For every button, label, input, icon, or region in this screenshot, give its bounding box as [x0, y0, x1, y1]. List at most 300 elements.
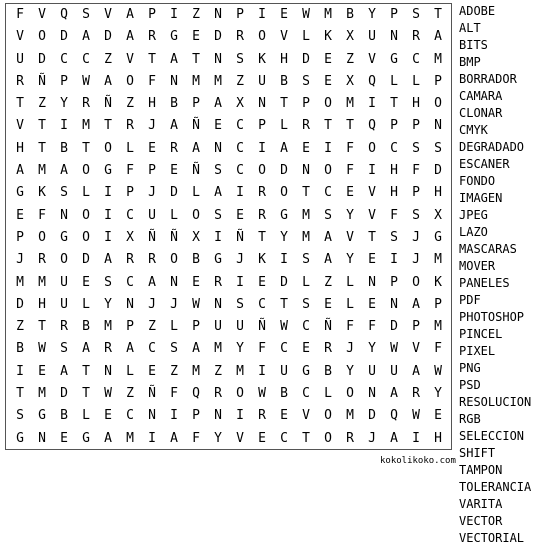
grid-cell[interactable]: O	[60, 252, 68, 268]
grid-cell[interactable]: C	[302, 319, 310, 335]
grid-cell[interactable]: S	[412, 207, 420, 223]
grid-cell[interactable]: D	[368, 408, 376, 424]
grid-cell[interactable]: V	[38, 7, 46, 22]
grid-cell[interactable]: M	[324, 7, 332, 22]
grid-cell[interactable]: U	[368, 29, 376, 45]
grid-cell[interactable]: F	[346, 140, 354, 156]
grid-cell[interactable]: J	[148, 185, 156, 201]
grid-cell[interactable]: U	[16, 51, 24, 67]
grid-cell[interactable]: M	[126, 430, 134, 446]
grid-cell[interactable]: T	[324, 118, 332, 134]
grid-cell[interactable]: I	[324, 140, 332, 156]
grid-cell[interactable]: O	[38, 229, 46, 245]
grid-cell[interactable]: O	[38, 29, 46, 45]
grid-cell[interactable]: G	[280, 207, 288, 223]
grid-cell[interactable]: O	[126, 73, 134, 89]
grid-cell[interactable]: I	[258, 140, 266, 156]
grid-cell[interactable]: N	[258, 96, 266, 112]
grid-cell[interactable]: U	[60, 274, 68, 290]
grid-cell[interactable]: O	[324, 408, 332, 424]
grid-cell[interactable]: L	[126, 363, 134, 379]
grid-cell[interactable]: G	[16, 185, 24, 201]
grid-cell[interactable]: O	[236, 386, 244, 402]
grid-cell[interactable]: C	[126, 207, 134, 223]
grid-cell[interactable]: G	[82, 430, 90, 446]
grid-cell[interactable]: I	[412, 430, 420, 446]
grid-cell[interactable]: S	[324, 207, 332, 223]
grid-cell[interactable]: R	[60, 319, 68, 335]
grid-cell[interactable]: K	[258, 51, 266, 67]
grid-cell[interactable]: H	[412, 96, 420, 112]
grid-cell[interactable]: E	[434, 408, 442, 424]
grid-cell[interactable]: T	[280, 296, 288, 312]
grid-cell[interactable]: S	[302, 296, 310, 312]
grid-cell[interactable]: T	[302, 185, 310, 201]
grid-cell[interactable]: R	[148, 29, 156, 45]
grid-cell[interactable]: X	[192, 229, 200, 245]
grid-cell[interactable]: V	[368, 185, 376, 201]
grid-cell[interactable]: E	[148, 140, 156, 156]
grid-cell[interactable]: A	[170, 430, 178, 446]
grid-cell[interactable]: H	[16, 140, 24, 156]
grid-cell[interactable]: F	[170, 386, 178, 402]
grid-cell[interactable]: D	[302, 51, 310, 67]
grid-cell[interactable]: A	[170, 118, 178, 134]
grid-cell[interactable]: D	[214, 29, 222, 45]
grid-cell[interactable]: D	[16, 296, 24, 312]
grid-cell[interactable]: Y	[434, 386, 442, 402]
grid-cell[interactable]: M	[302, 229, 310, 245]
grid-cell[interactable]: C	[236, 140, 244, 156]
grid-cell[interactable]: Ñ	[104, 96, 112, 112]
grid-cell[interactable]: Y	[214, 430, 222, 446]
grid-cell[interactable]: D	[280, 163, 288, 179]
grid-cell[interactable]: F	[434, 341, 442, 357]
grid-cell[interactable]: F	[346, 163, 354, 179]
grid-cell[interactable]: R	[16, 73, 24, 89]
grid-cell[interactable]: D	[170, 185, 178, 201]
grid-cell[interactable]: Y	[346, 207, 354, 223]
grid-cell[interactable]: Ñ	[236, 229, 244, 245]
grid-cell[interactable]: M	[434, 252, 442, 268]
grid-cell[interactable]: C	[390, 140, 398, 156]
grid-cell[interactable]: R	[258, 207, 266, 223]
grid-cell[interactable]: R	[82, 96, 90, 112]
grid-cell[interactable]: I	[258, 7, 266, 22]
grid-cell[interactable]: A	[104, 252, 112, 268]
grid-cell[interactable]: T	[280, 96, 288, 112]
grid-cell[interactable]: A	[280, 140, 288, 156]
grid-cell[interactable]: E	[170, 163, 178, 179]
grid-cell[interactable]: L	[82, 185, 90, 201]
grid-cell[interactable]: P	[148, 7, 156, 22]
grid-cell[interactable]: K	[258, 252, 266, 268]
grid-cell[interactable]: D	[60, 386, 68, 402]
grid-cell[interactable]: J	[16, 252, 24, 268]
grid-cell[interactable]: R	[324, 341, 332, 357]
grid-cell[interactable]: O	[324, 163, 332, 179]
grid-cell[interactable]: B	[82, 319, 90, 335]
grid-cell[interactable]: V	[104, 7, 112, 22]
grid-cell[interactable]: S	[236, 51, 244, 67]
grid-cell[interactable]: J	[170, 296, 178, 312]
grid-cell[interactable]: X	[346, 73, 354, 89]
grid-cell[interactable]: I	[104, 185, 112, 201]
grid-cell[interactable]: P	[412, 319, 420, 335]
grid-cell[interactable]: S	[16, 408, 24, 424]
grid-cell[interactable]: M	[346, 408, 354, 424]
grid-cell[interactable]: Q	[368, 118, 376, 134]
grid-cell[interactable]: I	[236, 408, 244, 424]
grid-cell[interactable]: Ñ	[258, 319, 266, 335]
grid-cell[interactable]: V	[302, 408, 310, 424]
grid-cell[interactable]: R	[236, 29, 244, 45]
grid-cell[interactable]: Y	[368, 7, 376, 22]
grid-cell[interactable]: O	[170, 252, 178, 268]
grid-cell[interactable]: R	[412, 29, 420, 45]
grid-cell[interactable]: A	[390, 386, 398, 402]
grid-cell[interactable]: F	[38, 207, 46, 223]
grid-cell[interactable]: P	[412, 118, 420, 134]
grid-cell[interactable]: T	[38, 319, 46, 335]
grid-cell[interactable]: O	[258, 29, 266, 45]
grid-cell[interactable]: N	[214, 140, 222, 156]
grid-cell[interactable]: D	[82, 252, 90, 268]
grid-cell[interactable]: M	[38, 274, 46, 290]
grid-cell[interactable]: E	[258, 274, 266, 290]
grid-cell[interactable]: A	[60, 363, 68, 379]
grid-cell[interactable]: T	[38, 140, 46, 156]
grid-cell[interactable]: N	[104, 363, 112, 379]
grid-cell[interactable]: R	[104, 341, 112, 357]
grid-cell[interactable]: A	[82, 341, 90, 357]
grid-cell[interactable]: E	[302, 341, 310, 357]
grid-cell[interactable]: N	[368, 274, 376, 290]
grid-cell[interactable]: R	[126, 252, 134, 268]
grid-cell[interactable]: L	[126, 140, 134, 156]
grid-cell[interactable]: U	[258, 73, 266, 89]
grid-cell[interactable]: Ñ	[324, 319, 332, 335]
grid-cell[interactable]: N	[214, 7, 222, 22]
grid-cell[interactable]: E	[192, 29, 200, 45]
grid-cell[interactable]: G	[104, 163, 112, 179]
grid-cell[interactable]: E	[214, 118, 222, 134]
grid-cell[interactable]: H	[434, 430, 442, 446]
grid-cell[interactable]: S	[302, 252, 310, 268]
grid-cell[interactable]: Z	[214, 363, 222, 379]
grid-cell[interactable]: A	[16, 163, 24, 179]
grid-cell[interactable]: E	[192, 274, 200, 290]
grid-cell[interactable]: C	[258, 296, 266, 312]
grid-cell[interactable]: O	[368, 140, 376, 156]
grid-cell[interactable]: F	[412, 163, 420, 179]
grid-cell[interactable]: L	[302, 274, 310, 290]
grid-cell[interactable]: Y	[104, 296, 112, 312]
grid-cell[interactable]: M	[16, 274, 24, 290]
grid-cell[interactable]: S	[412, 7, 420, 22]
grid-cell[interactable]: I	[236, 274, 244, 290]
grid-cell[interactable]: D	[434, 163, 442, 179]
grid-cell[interactable]: E	[280, 7, 288, 22]
grid-cell[interactable]: X	[346, 29, 354, 45]
grid-cell[interactable]: I	[148, 430, 156, 446]
grid-cell[interactable]: M	[214, 73, 222, 89]
grid-cell[interactable]: W	[258, 386, 266, 402]
grid-cell[interactable]: R	[302, 118, 310, 134]
grid-cell[interactable]: I	[390, 252, 398, 268]
grid-cell[interactable]: O	[324, 96, 332, 112]
grid-cell[interactable]: I	[214, 229, 222, 245]
grid-cell[interactable]: L	[82, 408, 90, 424]
grid-cell[interactable]: S	[214, 207, 222, 223]
grid-cell[interactable]: Z	[324, 274, 332, 290]
grid-cell[interactable]: I	[16, 363, 24, 379]
grid-cell[interactable]: T	[38, 118, 46, 134]
grid-cell[interactable]: I	[368, 163, 376, 179]
grid-cell[interactable]: S	[60, 341, 68, 357]
grid-cell[interactable]: S	[214, 163, 222, 179]
grid-cell[interactable]: I	[170, 408, 178, 424]
grid-cell[interactable]: G	[16, 430, 24, 446]
grid-cell[interactable]: P	[60, 73, 68, 89]
grid-cell[interactable]: C	[126, 274, 134, 290]
grid-cell[interactable]: B	[346, 7, 354, 22]
grid-cell[interactable]: U	[368, 363, 376, 379]
grid-cell[interactable]: M	[302, 207, 310, 223]
grid-cell[interactable]: N	[214, 296, 222, 312]
grid-cell[interactable]: A	[214, 185, 222, 201]
grid-cell[interactable]: P	[434, 73, 442, 89]
grid-cell[interactable]: T	[434, 7, 442, 22]
grid-cell[interactable]: A	[192, 341, 200, 357]
grid-cell[interactable]: I	[280, 252, 288, 268]
grid-cell[interactable]: S	[302, 73, 310, 89]
grid-cell[interactable]: Q	[60, 7, 68, 22]
grid-cell[interactable]: O	[280, 185, 288, 201]
grid-cell[interactable]: I	[236, 185, 244, 201]
grid-cell[interactable]: P	[148, 163, 156, 179]
grid-cell[interactable]: B	[60, 140, 68, 156]
grid-cell[interactable]: L	[170, 319, 178, 335]
grid-cell[interactable]: P	[192, 96, 200, 112]
grid-cell[interactable]: O	[82, 207, 90, 223]
grid-cell[interactable]: A	[324, 229, 332, 245]
grid-cell[interactable]: N	[214, 51, 222, 67]
grid-cell[interactable]: X	[236, 96, 244, 112]
grid-cell[interactable]: N	[390, 296, 398, 312]
grid-cell[interactable]: Z	[148, 319, 156, 335]
grid-cell[interactable]: O	[82, 163, 90, 179]
grid-cell[interactable]: R	[258, 408, 266, 424]
grid-cell[interactable]: I	[60, 118, 68, 134]
grid-cell[interactable]: F	[126, 163, 134, 179]
grid-cell[interactable]: H	[38, 296, 46, 312]
grid-cell[interactable]: A	[104, 73, 112, 89]
grid-cell[interactable]: V	[368, 51, 376, 67]
grid-cell[interactable]: P	[236, 7, 244, 22]
grid-cell[interactable]: L	[192, 185, 200, 201]
grid-cell[interactable]: G	[390, 51, 398, 67]
grid-cell[interactable]: I	[258, 363, 266, 379]
grid-cell[interactable]: K	[324, 29, 332, 45]
grid-cell[interactable]: R	[38, 252, 46, 268]
grid-cell[interactable]: A	[148, 274, 156, 290]
grid-cell[interactable]: V	[16, 29, 24, 45]
grid-cell[interactable]: Z	[126, 96, 134, 112]
grid-cell[interactable]: C	[324, 185, 332, 201]
grid-cell[interactable]: D	[390, 319, 398, 335]
grid-cell[interactable]: G	[302, 363, 310, 379]
grid-cell[interactable]: F	[16, 7, 24, 22]
grid-cell[interactable]: Z	[104, 51, 112, 67]
grid-cell[interactable]: N	[170, 73, 178, 89]
grid-cell[interactable]: A	[324, 252, 332, 268]
grid-cell[interactable]: L	[302, 29, 310, 45]
grid-cell[interactable]: P	[390, 118, 398, 134]
grid-cell[interactable]: Z	[236, 73, 244, 89]
grid-cell[interactable]: J	[368, 430, 376, 446]
grid-cell[interactable]: A	[82, 29, 90, 45]
grid-cell[interactable]: P	[412, 185, 420, 201]
grid-cell[interactable]: L	[346, 274, 354, 290]
grid-cell[interactable]: J	[412, 229, 420, 245]
grid-cell[interactable]: V	[412, 341, 420, 357]
grid-cell[interactable]: W	[302, 7, 310, 22]
grid-cell[interactable]: E	[346, 185, 354, 201]
grid-cell[interactable]: W	[38, 341, 46, 357]
grid-cell[interactable]: E	[368, 252, 376, 268]
grid-cell[interactable]: C	[236, 163, 244, 179]
grid-cell[interactable]: A	[412, 296, 420, 312]
grid-cell[interactable]: S	[412, 140, 420, 156]
grid-cell[interactable]: U	[236, 319, 244, 335]
grid-cell[interactable]: A	[412, 363, 420, 379]
grid-cell[interactable]: V	[346, 229, 354, 245]
grid-cell[interactable]: I	[104, 229, 112, 245]
grid-cell[interactable]: A	[126, 29, 134, 45]
grid-cell[interactable]: C	[236, 118, 244, 134]
grid-cell[interactable]: Ñ	[148, 386, 156, 402]
grid-cell[interactable]: Q	[368, 73, 376, 89]
grid-cell[interactable]: A	[126, 341, 134, 357]
grid-cell[interactable]: E	[16, 207, 24, 223]
grid-cell[interactable]: Z	[126, 386, 134, 402]
grid-cell[interactable]: J	[236, 252, 244, 268]
grid-cell[interactable]: C	[280, 341, 288, 357]
grid-cell[interactable]: M	[82, 118, 90, 134]
grid-cell[interactable]: H	[434, 185, 442, 201]
grid-cell[interactable]: H	[390, 185, 398, 201]
grid-cell[interactable]: T	[82, 386, 90, 402]
grid-cell[interactable]: A	[104, 430, 112, 446]
grid-cell[interactable]: Q	[390, 408, 398, 424]
grid-cell[interactable]: N	[126, 296, 134, 312]
grid-cell[interactable]: E	[38, 363, 46, 379]
grid-cell[interactable]: N	[214, 408, 222, 424]
grid-cell[interactable]: E	[324, 73, 332, 89]
grid-cell[interactable]: Q	[192, 386, 200, 402]
grid-cell[interactable]: P	[16, 229, 24, 245]
grid-cell[interactable]: R	[214, 274, 222, 290]
grid-cell[interactable]: B	[280, 73, 288, 89]
grid-cell[interactable]: K	[38, 185, 46, 201]
grid-cell[interactable]: M	[192, 73, 200, 89]
grid-cell[interactable]: X	[434, 207, 442, 223]
grid-cell[interactable]: S	[104, 274, 112, 290]
grid-cell[interactable]: O	[192, 207, 200, 223]
grid-cell[interactable]: M	[38, 386, 46, 402]
grid-cell[interactable]: Ñ	[170, 229, 178, 245]
grid-cell[interactable]: N	[390, 29, 398, 45]
grid-cell[interactable]: P	[192, 408, 200, 424]
grid-cell[interactable]: T	[346, 118, 354, 134]
grid-cell[interactable]: H	[390, 163, 398, 179]
grid-cell[interactable]: Ñ	[192, 118, 200, 134]
grid-cell[interactable]: W	[280, 319, 288, 335]
grid-cell[interactable]: W	[104, 386, 112, 402]
grid-cell[interactable]: R	[214, 386, 222, 402]
grid-cell[interactable]: M	[236, 363, 244, 379]
grid-cell[interactable]: Y	[346, 252, 354, 268]
grid-cell[interactable]: E	[324, 51, 332, 67]
grid-cell[interactable]: T	[82, 363, 90, 379]
grid-cell[interactable]: A	[170, 51, 178, 67]
grid-cell[interactable]: P	[192, 319, 200, 335]
grid-cell[interactable]: U	[390, 363, 398, 379]
grid-cell[interactable]: N	[148, 408, 156, 424]
grid-cell[interactable]: B	[16, 341, 24, 357]
grid-cell[interactable]: C	[302, 386, 310, 402]
grid-cell[interactable]: B	[280, 386, 288, 402]
grid-cell[interactable]: R	[412, 386, 420, 402]
grid-cell[interactable]: B	[60, 408, 68, 424]
grid-cell[interactable]: C	[82, 51, 90, 67]
grid-cell[interactable]: O	[324, 430, 332, 446]
grid-cell[interactable]: L	[412, 73, 420, 89]
grid-cell[interactable]: U	[280, 363, 288, 379]
grid-cell[interactable]: Z	[346, 51, 354, 67]
grid-cell[interactable]: S	[434, 140, 442, 156]
grid-cell[interactable]: C	[412, 51, 420, 67]
grid-cell[interactable]: W	[412, 408, 420, 424]
grid-cell[interactable]: A	[390, 430, 398, 446]
grid-cell[interactable]: N	[302, 163, 310, 179]
grid-cell[interactable]: P	[434, 296, 442, 312]
grid-cell[interactable]: V	[126, 51, 134, 67]
grid-cell[interactable]: E	[280, 408, 288, 424]
grid-cell[interactable]: P	[126, 319, 134, 335]
grid-cell[interactable]: N	[368, 386, 376, 402]
grid-cell[interactable]: V	[280, 29, 288, 45]
grid-cell[interactable]: C	[126, 408, 134, 424]
grid-cell[interactable]: R	[346, 430, 354, 446]
grid-cell[interactable]: Z	[192, 7, 200, 22]
grid-cell[interactable]: M	[214, 341, 222, 357]
grid-cell[interactable]: K	[434, 274, 442, 290]
grid-cell[interactable]: T	[16, 386, 24, 402]
grid-cell[interactable]: L	[346, 296, 354, 312]
grid-cell[interactable]: O	[434, 96, 442, 112]
grid-cell[interactable]: A	[434, 29, 442, 45]
grid-cell[interactable]: E	[324, 296, 332, 312]
grid-cell[interactable]: U	[60, 296, 68, 312]
grid-cell[interactable]: Y	[236, 341, 244, 357]
grid-cell[interactable]: T	[302, 430, 310, 446]
grid-cell[interactable]: O	[346, 386, 354, 402]
grid-cell[interactable]: E	[60, 430, 68, 446]
grid-cell[interactable]: B	[170, 96, 178, 112]
grid-cell[interactable]: T	[258, 229, 266, 245]
